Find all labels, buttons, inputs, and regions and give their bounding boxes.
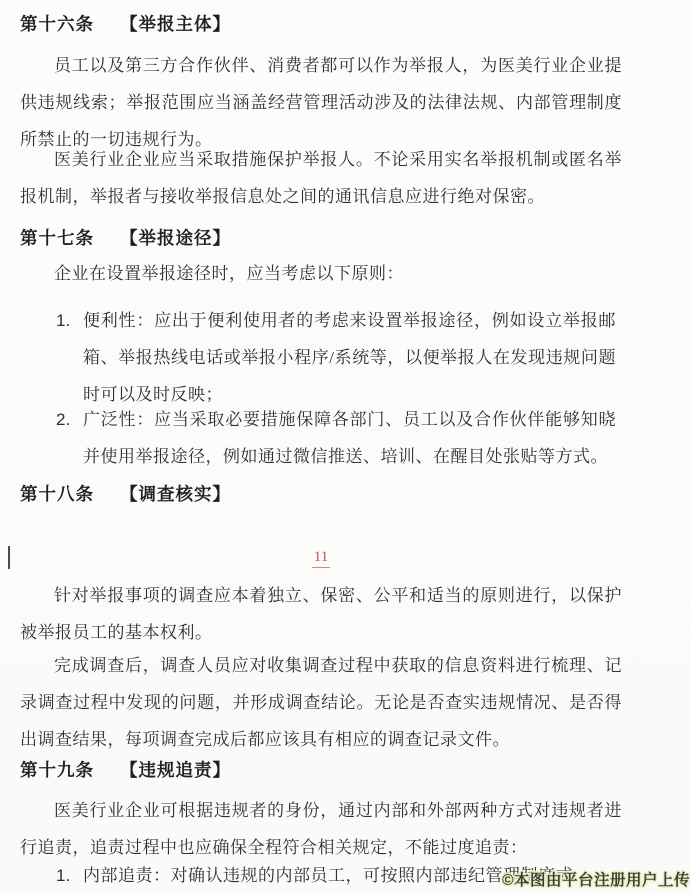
article-number: 第十七条 (20, 228, 94, 248)
article-17-intro: 企业在设置举报途径时，应当考虑以下原则： (54, 264, 404, 283)
list-item-text: 便利性：应出于便利使用者的考虑来设置举报途径，例如设立举报邮箱、举报热线电话或举报小程序/系统等，以便举报人在发现违规问题时可以及时反映； (83, 311, 616, 404)
list-number: 1. (56, 311, 71, 330)
article-number: 第十八条 (20, 484, 94, 504)
list-item-text: 广泛性：应当采取必要措施保障各部门、员工以及合作伙伴能够知晓并使用举报途径，例如通过微信推送、培训、在醒目处张贴等方式。 (83, 410, 616, 466)
list-number: 2. (56, 410, 71, 429)
article-title: 【举报主体】 (120, 14, 231, 34)
article-17-list-item-2 (56, 401, 616, 475)
article-16-heading (20, 6, 622, 43)
platform-upload-watermark: ©本图由平台注册用户上传 (502, 872, 690, 889)
article-18-heading (20, 476, 622, 513)
page-number: 11 (312, 548, 330, 568)
text-cursor-artifact (8, 546, 10, 569)
article-18-paragraph-1: 针对举报事项的调查应本着独立、保密、公平和适当的原则进行，以保护被举报员工的基本权利。 (20, 586, 622, 642)
list-item-text: 内部追责：对确认违规的内部员工，可按照内部违纪管理制度或 (83, 866, 573, 885)
article-title: 【违规追责】 (120, 760, 231, 780)
article-title: 【调查核实】 (120, 484, 231, 504)
article-16-paragraph-2: 医美行业企业应当采取措施保护举报人。不论采用实名举报机制或匿名举报机制，举报者与接收举报信息处之间的通讯信息应进行绝对保密。 (20, 150, 622, 206)
page-number-row (20, 548, 622, 568)
article-18-paragraph-2: 完成调查后，调查人员应对收集调查过程中获取的信息资料进行梳理、记录调查过程中发现的问题，并形成调查结论。无论是否查实违规情况、是否得出调查结果，每项调查完成后都应该具有相应的调查记录文件。 (20, 656, 622, 749)
article-17-heading (20, 220, 622, 257)
article-number: 第十六条 (20, 14, 94, 34)
article-19-intro: 医美行业企业可根据违规者的身份，通过内部和外部两种方式对违规者进行追责，追责过程中也应确保全程符合相关规定，不能过度追责： (20, 801, 622, 857)
article-title: 【举报途径】 (120, 228, 231, 248)
list-number: 1. (56, 866, 71, 885)
article-number: 第十九条 (20, 760, 94, 780)
article-19-heading (20, 752, 622, 789)
article-16-paragraph-1: 员工以及第三方合作伙伴、消费者都可以作为举报人，为医美行业企业提供违规线索；举报范围应当涵盖经营管理活动涉及的法律法规、内部管理制度所禁止的一切违规行为。 (20, 56, 622, 149)
article-17-list-item-1 (56, 302, 616, 413)
